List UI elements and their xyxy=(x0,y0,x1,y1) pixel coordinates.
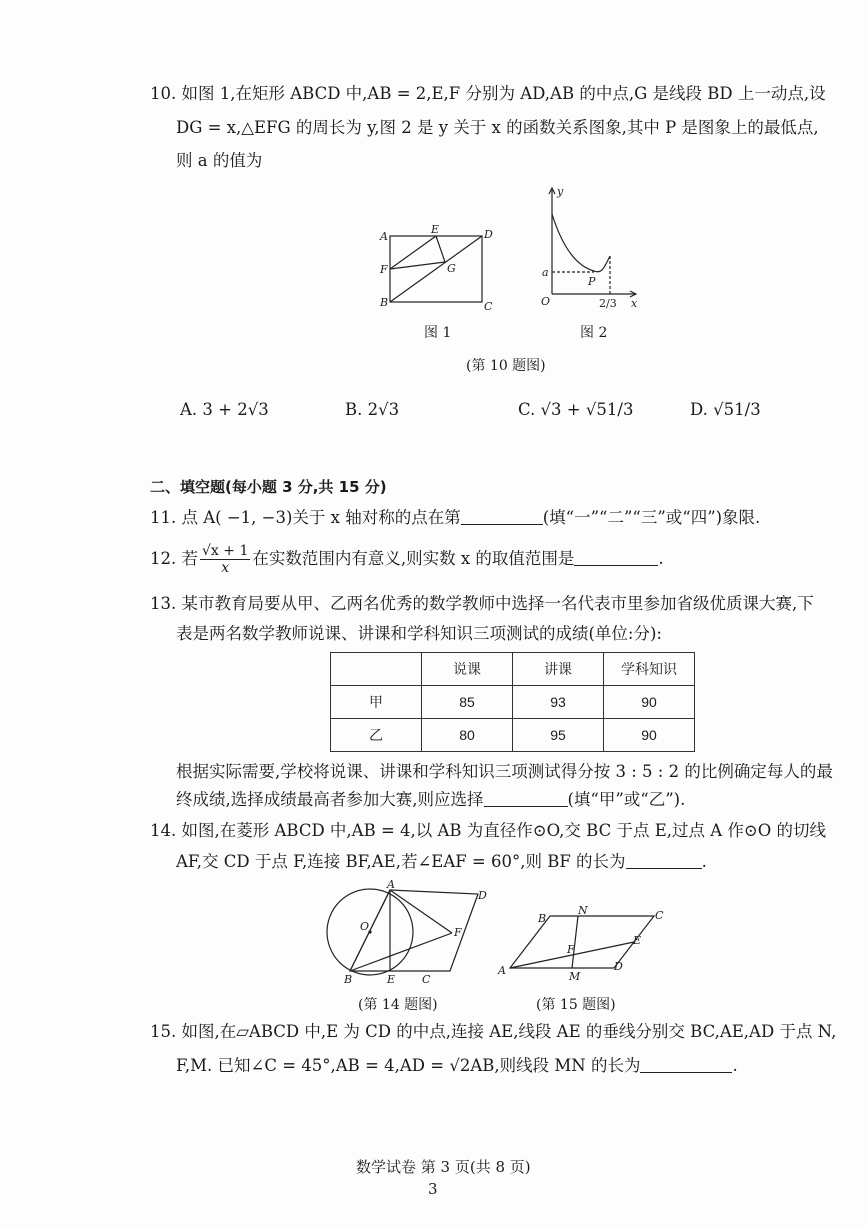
q14-figure xyxy=(320,880,490,988)
option-c-label: C. xyxy=(518,400,536,419)
q10-line-2: DG = x,△EFG 的周长为 y,图 2 是 y 关于 x 的函数关系图象,其中 P 是图象上的最低点, xyxy=(176,118,819,137)
segment-bd xyxy=(390,236,482,302)
q12-end: . xyxy=(658,549,664,569)
table-header-cell: 学科知识 xyxy=(604,653,695,686)
segment-eg xyxy=(436,236,445,262)
option-b-text: 2√3 xyxy=(367,400,400,419)
section-2-title: 二、填空题(每小题 3 分,共 15 分) xyxy=(150,478,387,496)
perpendicular-mn xyxy=(572,916,578,968)
option-a-text: 3 + 2√3 xyxy=(202,400,269,419)
page-footer: 数学试卷 第 3 页(共 8 页) xyxy=(356,1158,531,1176)
label-x: x xyxy=(631,297,638,310)
label-m: M xyxy=(569,970,581,983)
table-cell: 93 xyxy=(513,686,604,719)
option-a-label: A. xyxy=(180,400,198,419)
page-number: 3 xyxy=(428,1180,438,1198)
q14-text-after: . xyxy=(701,852,707,871)
table-header-cell: 说课 xyxy=(422,653,513,686)
label-f: F xyxy=(454,926,462,939)
label-c: C xyxy=(422,973,431,986)
table-cell: 90 xyxy=(604,686,695,719)
label-b: B xyxy=(380,296,389,309)
label-e: E xyxy=(387,973,396,986)
q10-option-b[interactable] xyxy=(345,402,399,419)
q10-option-a[interactable] xyxy=(180,402,269,419)
q10-option-d[interactable] xyxy=(690,402,761,419)
option-d-label: D. xyxy=(690,400,708,419)
q13-text-before: 终成绩,选择成绩最高者参加大赛,则应选择 xyxy=(176,790,484,809)
q14-answer-blank[interactable] xyxy=(626,854,702,869)
label-d: D xyxy=(484,228,493,241)
q13-score-table xyxy=(330,652,695,752)
q10-line-1: 10. 如图 1,在矩形 ABCD 中,AB = 2,E,F 分别为 AD,AB 的中点,G 是线段 BD 上一动点,设 xyxy=(150,84,826,103)
q15-text-before: F,M. 已知∠C = 45°,AB = 4,AD = √2AB,则线段 MN 的长为 xyxy=(176,1056,641,1075)
label-a: A xyxy=(380,230,388,243)
label-d: D xyxy=(614,960,623,973)
q13-line-3: 根据实际需要,学校将说课、讲课和学科知识三项测试得分按 3 : 5 : 2 的比例确定每人的最 xyxy=(176,762,833,781)
q12-answer-blank[interactable] xyxy=(574,551,658,566)
q10-figure-2 xyxy=(538,184,648,312)
q15-text-after: . xyxy=(732,1056,738,1075)
q10-figure-1 xyxy=(372,222,502,314)
label-a: A xyxy=(498,964,506,977)
q10-figure-caption: (第 10 题图) xyxy=(466,358,546,374)
q14-caption: (第 14 题图) xyxy=(358,997,438,1013)
label-b: B xyxy=(538,912,547,925)
q11-answer-blank[interactable] xyxy=(461,510,543,525)
option-d-text: √51/3 xyxy=(713,400,761,419)
q12-denominator: x xyxy=(221,560,230,577)
label-tick-2-3: 2/3 xyxy=(599,297,617,310)
table-header-row xyxy=(331,653,695,686)
table-header-cell: 讲课 xyxy=(513,653,604,686)
label-n: N xyxy=(578,904,588,917)
q14-line-1: 14. 如图,在菱形 ABCD 中,AB = 4,以 AB 为直径作⊙O,交 BC 于点 E,过点 A 作⊙O 的切线 xyxy=(150,821,827,840)
function-curve xyxy=(552,214,610,272)
q12-text-before: 12. 若 xyxy=(150,549,198,569)
q11-text-before: 11. 点 A( −1, −3)关于 x 轴对称的点在第 xyxy=(150,508,461,527)
q13-answer-blank[interactable] xyxy=(484,792,568,807)
q10-fig2-caption: 图 2 xyxy=(580,325,608,341)
table-cell: 85 xyxy=(422,686,513,719)
q11-line xyxy=(150,510,760,527)
label-d: D xyxy=(478,889,487,902)
table-cell: 乙 xyxy=(331,719,422,752)
table-cell: 90 xyxy=(604,719,695,752)
label-e: E xyxy=(633,934,642,947)
label-a: A xyxy=(387,880,395,891)
label-y: y xyxy=(557,185,564,198)
q13-line-2: 表是两名数学教师说课、讲课和学科知识三项测试的成绩(单位:分): xyxy=(176,624,662,643)
table-header-cell xyxy=(331,653,422,686)
q10-fig1-caption: 图 1 xyxy=(424,325,452,341)
q12-text-after: 在实数范围内有意义,则实数 x 的取值范围是 xyxy=(252,549,575,569)
table-cell: 95 xyxy=(513,719,604,752)
label-f: F xyxy=(567,943,575,956)
label-f: F xyxy=(380,263,388,276)
tangent-af xyxy=(390,890,452,933)
label-c: C xyxy=(655,909,664,922)
q10-option-c[interactable] xyxy=(518,402,633,419)
label-o: O xyxy=(541,295,551,308)
label-b: B xyxy=(344,973,353,986)
q15-line-1: 15. 如图,在▱ABCD 中,E 为 CD 的中点,连接 AE,线段 AE 的垂线分别交 BC,AE,AD 于点 N, xyxy=(150,1022,837,1041)
q11-text-after: (填“一”“二”“三”或“四”)象限. xyxy=(542,508,761,527)
q14-text-before: AF,交 CD 于点 F,连接 BF,AE,若∠EAF = 60°,则 BF 的长为 xyxy=(176,852,626,871)
q14-line-2 xyxy=(176,854,707,871)
q13-text-after: (填“甲”或“乙”). xyxy=(567,790,686,809)
table-row xyxy=(331,686,695,719)
label-g: G xyxy=(447,262,456,275)
q15-caption: (第 15 题图) xyxy=(536,997,616,1013)
q13-line-4 xyxy=(176,792,685,809)
q10-line-3: 则 a 的值为 xyxy=(176,151,263,170)
label-o: O xyxy=(360,920,370,933)
label-a-value: a xyxy=(542,266,549,279)
q12-fraction xyxy=(200,543,250,576)
option-b-label: B. xyxy=(345,400,363,419)
table-row xyxy=(331,719,695,752)
q12-line xyxy=(150,543,664,576)
label-p: P xyxy=(588,275,596,288)
q15-line-2 xyxy=(176,1058,738,1075)
table-cell: 甲 xyxy=(331,686,422,719)
label-e: E xyxy=(431,223,440,236)
q15-figure xyxy=(492,902,672,986)
table-cell: 80 xyxy=(422,719,513,752)
label-c: C xyxy=(484,300,493,313)
option-c-text: √3 + √51/3 xyxy=(540,400,634,419)
q12-numerator: √x + 1 xyxy=(202,543,249,559)
q13-line-1: 13. 某市教育局要从甲、乙两名优秀的数学教师中选择一名代表市里参加省级优质课大赛,下 xyxy=(150,594,814,613)
q15-answer-blank[interactable] xyxy=(640,1058,732,1073)
